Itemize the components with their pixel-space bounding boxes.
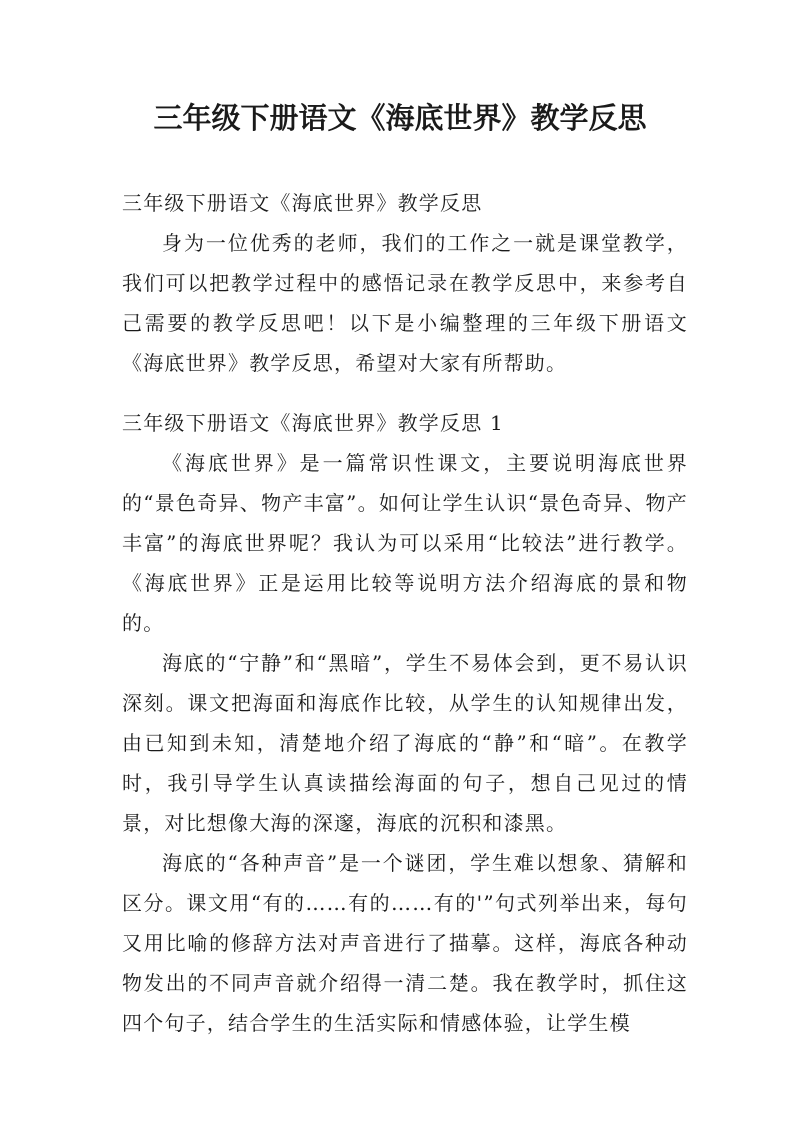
subtitle-heading: 三年级下册语文《海底世界》教学反思 bbox=[122, 191, 483, 215]
intro-paragraph: 身为一位优秀的老师，我们的工作之一就是课堂教学，我们可以把教学过程中的感悟记录在教学反思中，来参考自己需要的教学反思吧！以下是小编整理的三年级下册语文《海底世界》教学反思，希望对大家有所帮助。 bbox=[122, 231, 688, 375]
section-1-paragraph: 《海底世界》是一篇常识性课文，主要说明海底世界的“景色奇异、物产丰富”。如何让学生认识“景色奇异、物产丰富”的海底世界呢？我认为可以采用“比较法”进行教学。《海底世界》正是运用比较等说明方法介绍海底的景和物的。 bbox=[122, 451, 688, 635]
intro-section bbox=[122, 183, 688, 383]
section-1-heading: 三年级下册语文《海底世界》教学反思 1 bbox=[122, 411, 504, 435]
section-1 bbox=[122, 403, 688, 1043]
document-title: 三年级下册语文《海底世界》教学反思 bbox=[153, 101, 647, 135]
section-1-paragraph: 海底的“宁静”和“黑暗”，学生不易体会到，更不易认识深刻。课文把海面和海底作比较，从学生的认知规律出发，由已知到未知，清楚地介绍了海底的“静”和“暗”。在教学时，我引导学生认真读描绘海面的句子，想自己见过的情景，对比想像大海的深邃，海底的沉积和漆黑。 bbox=[122, 651, 688, 835]
section-1-paragraph: 海底的“各种声音”是一个谜团，学生难以想象、猜解和区分。课文用“有的……有的……有的'”句式列举出来，每句又用比喻的修辞方法对声音进行了描摹。这样，海底各种动物发出的不同声音就介绍得一清二楚。我在教学时，抓住这四个句子，结合学生的生活实际和情感体验，让学生模 bbox=[122, 851, 688, 1035]
